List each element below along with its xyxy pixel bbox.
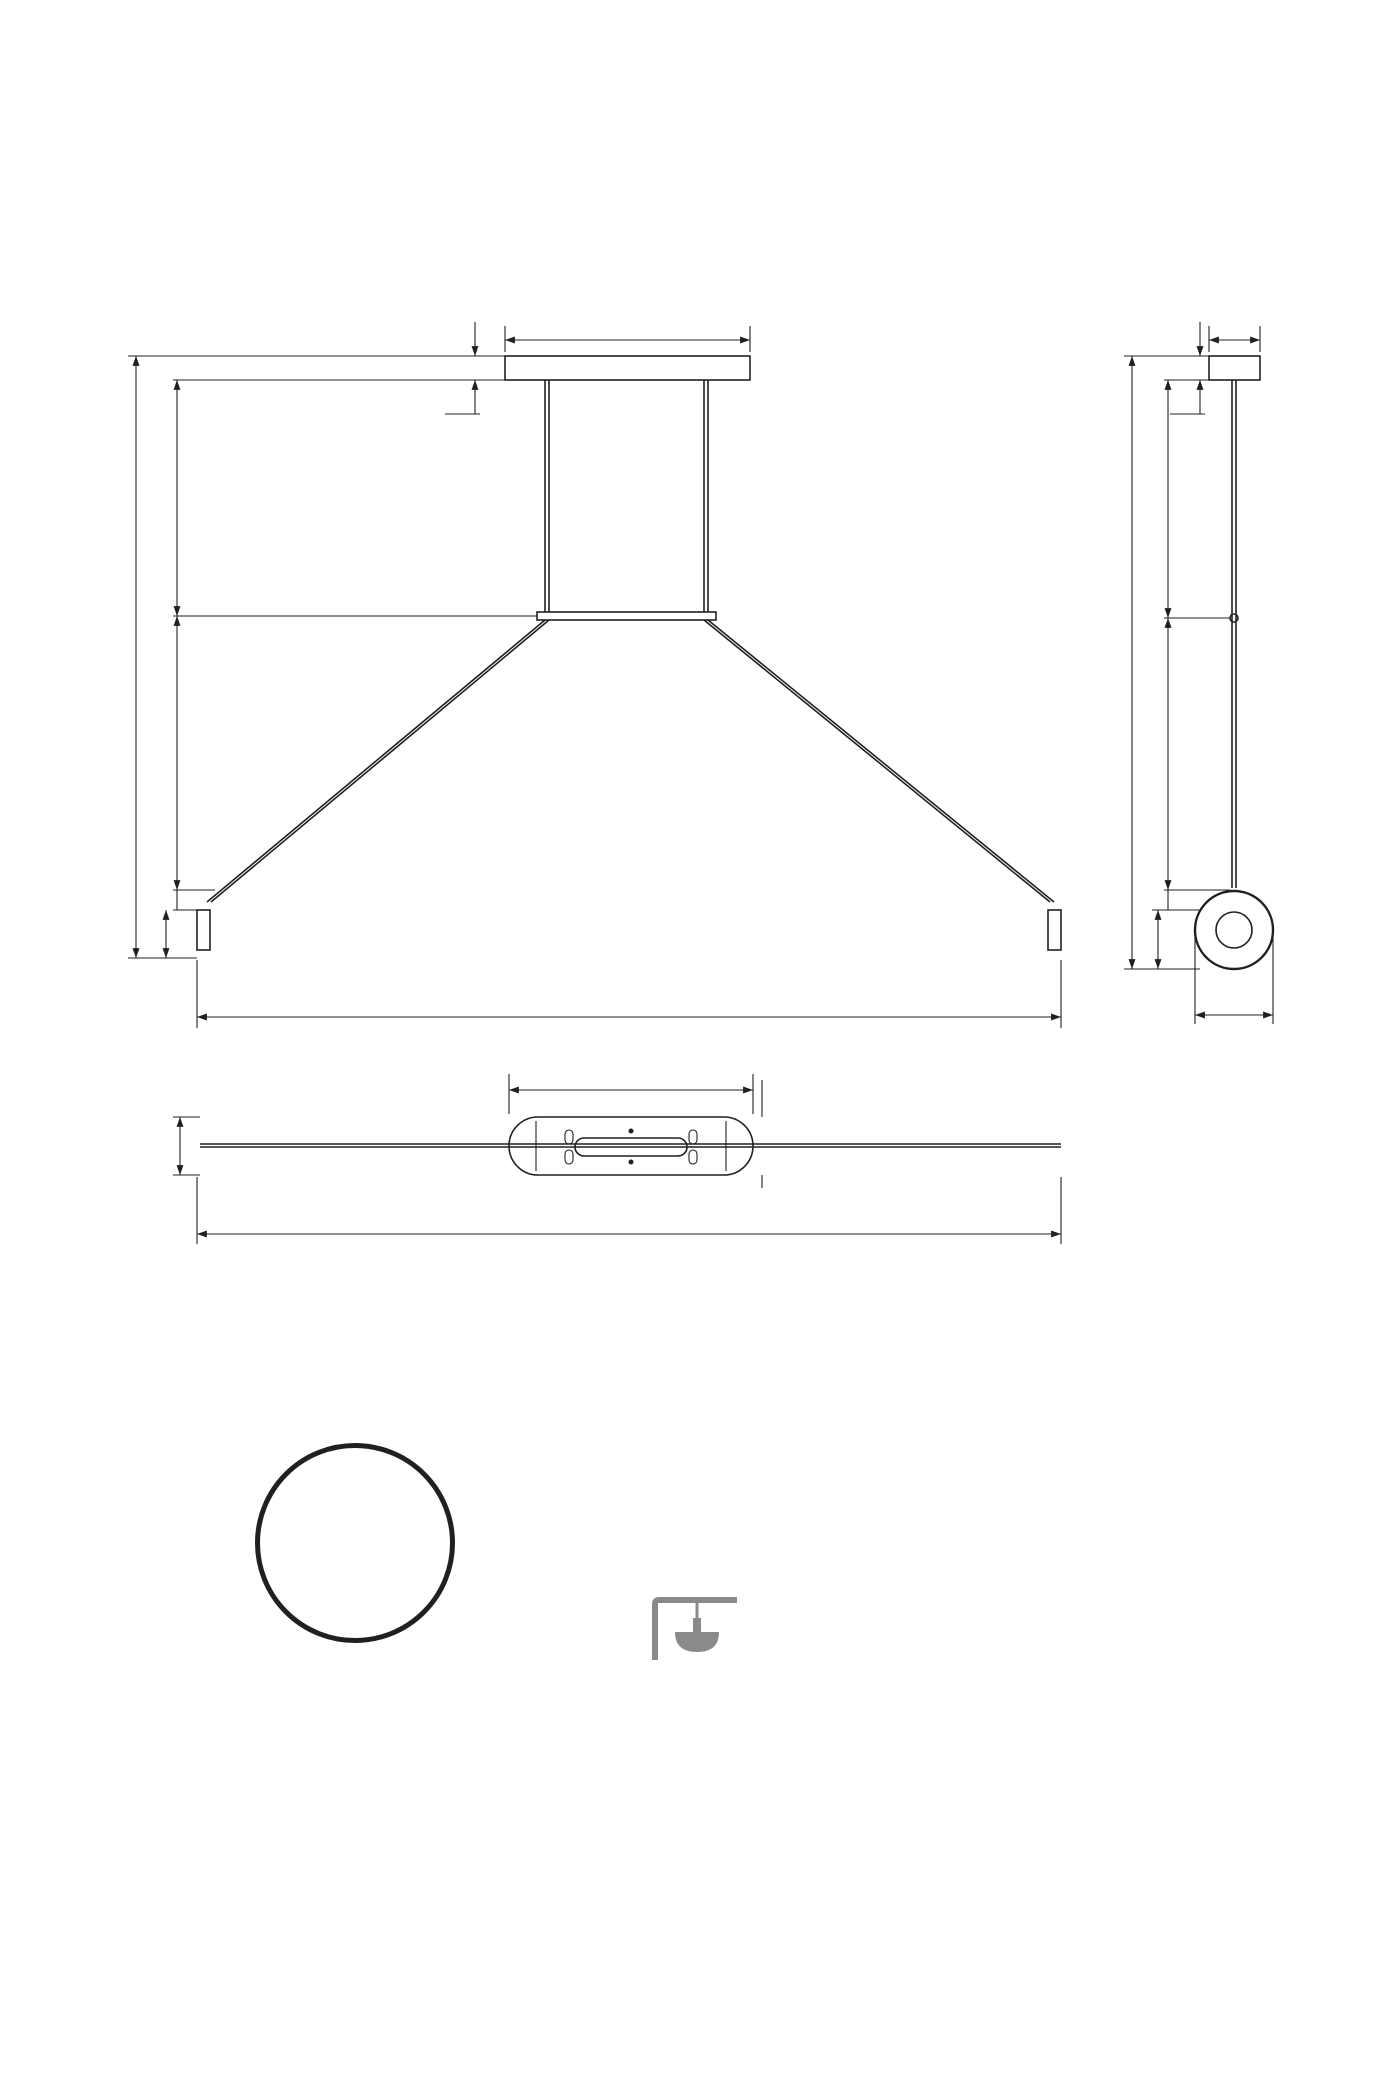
pendant-lamp-icon <box>651 1596 739 1662</box>
top-mounting-plate <box>509 1117 753 1175</box>
front-canopy <box>505 356 750 380</box>
side-view <box>1124 322 1273 1024</box>
led-logo <box>255 1443 455 1643</box>
front-crossbar <box>537 612 716 620</box>
top-view <box>173 1074 1061 1244</box>
front-view <box>128 322 1061 1028</box>
side-canopy <box>1209 356 1260 380</box>
side-profile <box>1195 891 1273 969</box>
